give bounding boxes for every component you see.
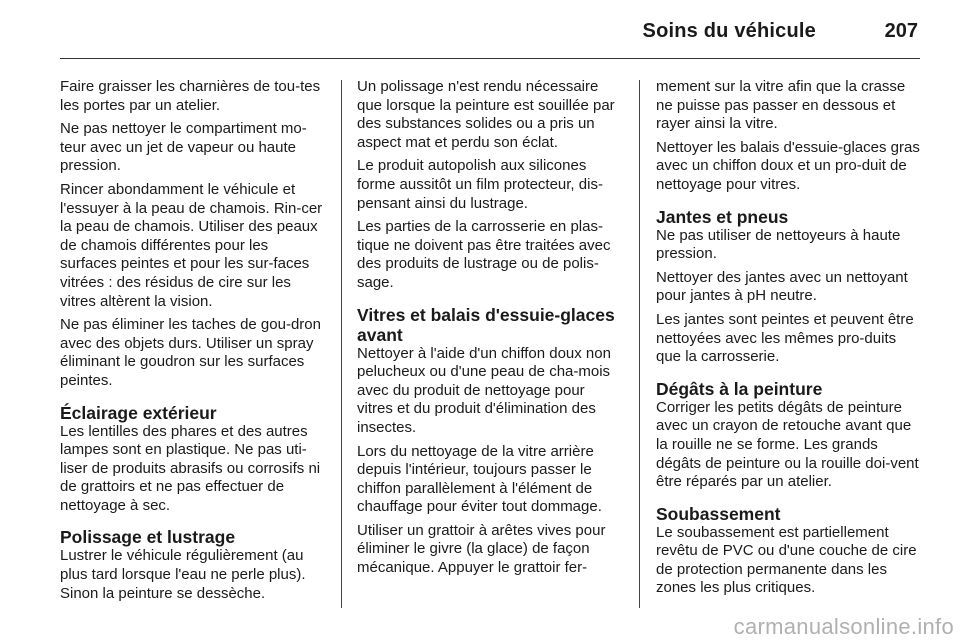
watermark: carmanualsonline.info: [733, 614, 954, 639]
column-1: [60, 78, 324, 614]
column-3: [656, 78, 920, 614]
paragraph: Lors du nettoyage de la vitre arrière depuis l'intérieur, toujours passer le chiffon parallèlement à l'élément de chauffage pour éviter tout dommage.: [357, 442, 602, 516]
paragraph: Lustrer le véhicule régulièrement (au plus tard lorsque l'eau ne perle plus). Sinon la peinture se dessèche.: [60, 547, 306, 602]
paragraph: Les jantes sont peintes et peuvent être nettoyées avec les mêmes pro-duits que la carrosserie.: [656, 310, 914, 366]
paragraph: Le produit autopolish aux silicones forme aussitôt un film protecteur, dis-pensant ainsi du lustrage.: [357, 157, 603, 212]
paragraph: Ne pas utiliser de nettoyeurs à haute pression.: [656, 226, 901, 263]
paragraph: Un polissage n'est rendu nécessaire que lorsque la peinture est souillée par des substances solides ou a pris un aspect mat et perdu son éclat.: [357, 78, 615, 151]
paragraph: Corriger les petits dégâts de peinture avec un crayon de retouche avant que la rouille ne se forme. Les grands dégâts de peinture ou la rouille doi-vent être réparés par un atelier.: [656, 398, 919, 491]
section-heading-eclairage: Éclairage extérieur: [60, 402, 217, 423]
section-heading-jantes: Jantes et pneus: [656, 206, 789, 227]
paragraph: Nettoyer les balais d'essuie-glaces gras avec un chiffon doux et un pro-duit de nettoyage pour vitres.: [656, 138, 920, 193]
page-body: [60, 78, 920, 614]
paragraph: Les lentilles des phares et des autres lampes sont en plastique. Ne pas uti-liser de produits abrasifs ou corrosifs ni de grattoirs et ne pas effectuer de nettoyage à sec.: [60, 422, 321, 514]
column-2: [357, 78, 621, 614]
paragraph: Nettoyer à l'aide d'un chiffon doux non pelucheux ou d'une peau de cha-mois avec du produit de nettoyage pour vitres et du produit d'élimination des insectes.: [357, 344, 611, 436]
page-number: 207: [884, 20, 918, 42]
paragraph: Rincer abondamment le véhicule et l'essuyer à la peau de chamois. Rin-cer la peau de chamois. Utiliser des peaux de chamois différentes pour les surfaces peintes et pour les sur-faces vitrées : des résidus de cire sur les vitres altèrent la vision.: [60, 180, 323, 310]
paragraph: mement sur la vitre afin que la crasse ne puisse pas passer en dessous et rayer ainsi la vitre.: [656, 78, 906, 133]
page-title: Soins du véhicule: [642, 20, 816, 42]
paragraph: Le soubassement est partiellement revêtu de PVC ou d'une couche de cire de protection permanente dans les zones les plus critiques.: [656, 523, 917, 597]
paragraph: Ne pas nettoyer le compartiment mo-teur avec un jet de vapeur ou haute pression.: [60, 120, 307, 175]
paragraph: Nettoyer des jantes avec un nettoyant pour jantes à pH neutre.: [656, 268, 908, 305]
paragraph: Utiliser un grattoir à arêtes vives pour éliminer le givre (la glace) de façon mécanique. Appuyer le grattoir fer-: [357, 521, 606, 577]
paragraph: Faire graisser les charnières de tou-tes les portes par un atelier.: [60, 78, 321, 114]
section-heading-soubassement: Soubassement: [656, 503, 781, 524]
section-heading-polissage: Polissage et lustrage: [60, 527, 236, 548]
section-heading-vitres: Vitres et balais d'essuie-glaces avant: [357, 304, 615, 345]
paragraph: Ne pas éliminer les taches de gou-dron avec des objets durs. Utiliser un spray éliminant le goudron sur les surfaces peintes.: [60, 316, 321, 389]
section-heading-degats: Dégâts à la peinture: [656, 378, 823, 399]
page-header: [60, 0, 920, 59]
paragraph: Les parties de la carrosserie en plas-tique ne doivent pas être traitées avec des produits de lustrage ou de polis-sage.: [357, 218, 611, 291]
